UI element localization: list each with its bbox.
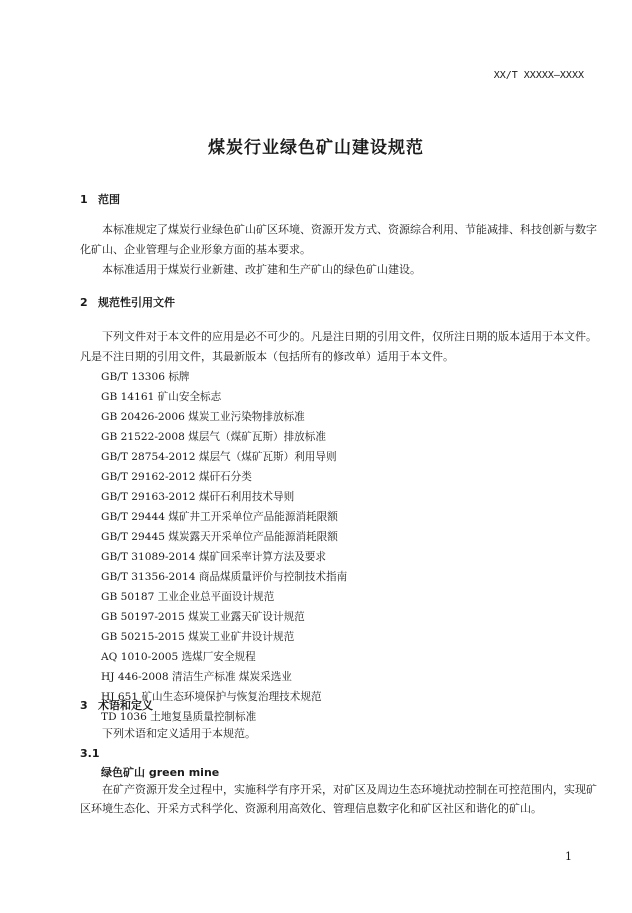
section-heading-terms-and-definitions	[80, 697, 153, 713]
page-title: 煤炭行业绿色矿山建设规范	[208, 138, 424, 158]
reference-item: GB/T 31089-2014 煤矿回采率计算方法及要求	[101, 551, 326, 563]
section-number: 1	[80, 193, 88, 206]
reference-item: GB 20426-2006 煤炭工业污染物排放标准	[101, 411, 305, 423]
reference-item: GB/T 28754-2012 煤层气（煤矿瓦斯）利用导则	[101, 451, 337, 463]
scope-paragraph-2: 本标准适用于煤炭行业新建、改扩建和生产矿山的绿色矿山建设。	[102, 263, 421, 276]
reference-item: GB/T 13306 标牌	[101, 371, 190, 383]
section-title: 规范性引用文件	[98, 296, 175, 309]
section-title: 术语和定义	[98, 699, 153, 712]
section-heading-scope	[80, 191, 120, 207]
terms-intro-paragraph: 下列术语和定义适用于本规范。	[102, 727, 256, 740]
reference-item: GB/T 31356-2014 商品煤质量评价与控制技术指南	[101, 571, 348, 583]
reference-item: TD 1036 土地复垦质量控制标准	[101, 711, 257, 723]
section-heading-normative-references	[80, 294, 175, 310]
term-number: 3.1	[80, 747, 100, 760]
reference-item: GB/T 29445 煤炭露天开采单位产品能源消耗限额	[101, 531, 338, 543]
references-intro-paragraph: 下列文件对于本文件的应用是必不可少的。凡是注日期的引用文件，仅所注日期的版本适用于本文件。凡是不注日期的引用文件，其最新版本（包括所有的修改单）适用于本文件。	[80, 330, 597, 363]
section-number: 2	[80, 296, 88, 309]
reference-item: HJ 446-2008 清洁生产标准 煤炭采选业	[101, 671, 292, 683]
reference-item: GB 50187 工业企业总平面设计规范	[101, 591, 275, 603]
section-title: 范围	[98, 193, 120, 206]
reference-item: GB 21522-2008 煤层气（煤矿瓦斯）排放标准	[101, 431, 326, 443]
page-number: 1	[565, 850, 572, 863]
reference-item: GB 14161 矿山安全标志	[101, 391, 222, 403]
reference-item: GB/T 29444 煤矿井工开采单位产品能源消耗限额	[101, 511, 338, 523]
reference-item: HJ 651 矿山生态环境保护与恢复治理技术规范	[101, 691, 322, 703]
reference-item: GB/T 29162-2012 煤矸石分类	[101, 471, 252, 483]
reference-item: GB/T 29163-2012 煤矸石利用技术导则	[101, 491, 295, 503]
term-name: 绿色矿山 green mine	[101, 766, 220, 779]
reference-item: GB 50197-2015 煤炭工业露天矿设计规范	[101, 611, 305, 623]
reference-item: GB 50215-2015 煤炭工业矿井设计规范	[101, 631, 295, 643]
section-number: 3	[80, 699, 88, 712]
reference-item: AQ 1010-2005 选煤厂安全规程	[101, 651, 256, 663]
scope-paragraph-1: 本标准规定了煤炭行业绿色矿山矿区环境、资源开发方式、资源综合利用、节能减排、科技创新与数字化矿山、企业管理与企业形象方面的基本要求。	[80, 223, 597, 256]
term-definition-paragraph: 在矿产资源开发全过程中，实施科学有序开采，对矿区及周边生态环境扰动控制在可控范围内，实现矿区环境生态化、开采方式科学化、资源利用高效化、管理信息数字化和矿区社区和谐化的矿山。	[80, 783, 597, 815]
document-code: XX/T XXXXX—XXXX	[493, 70, 584, 81]
